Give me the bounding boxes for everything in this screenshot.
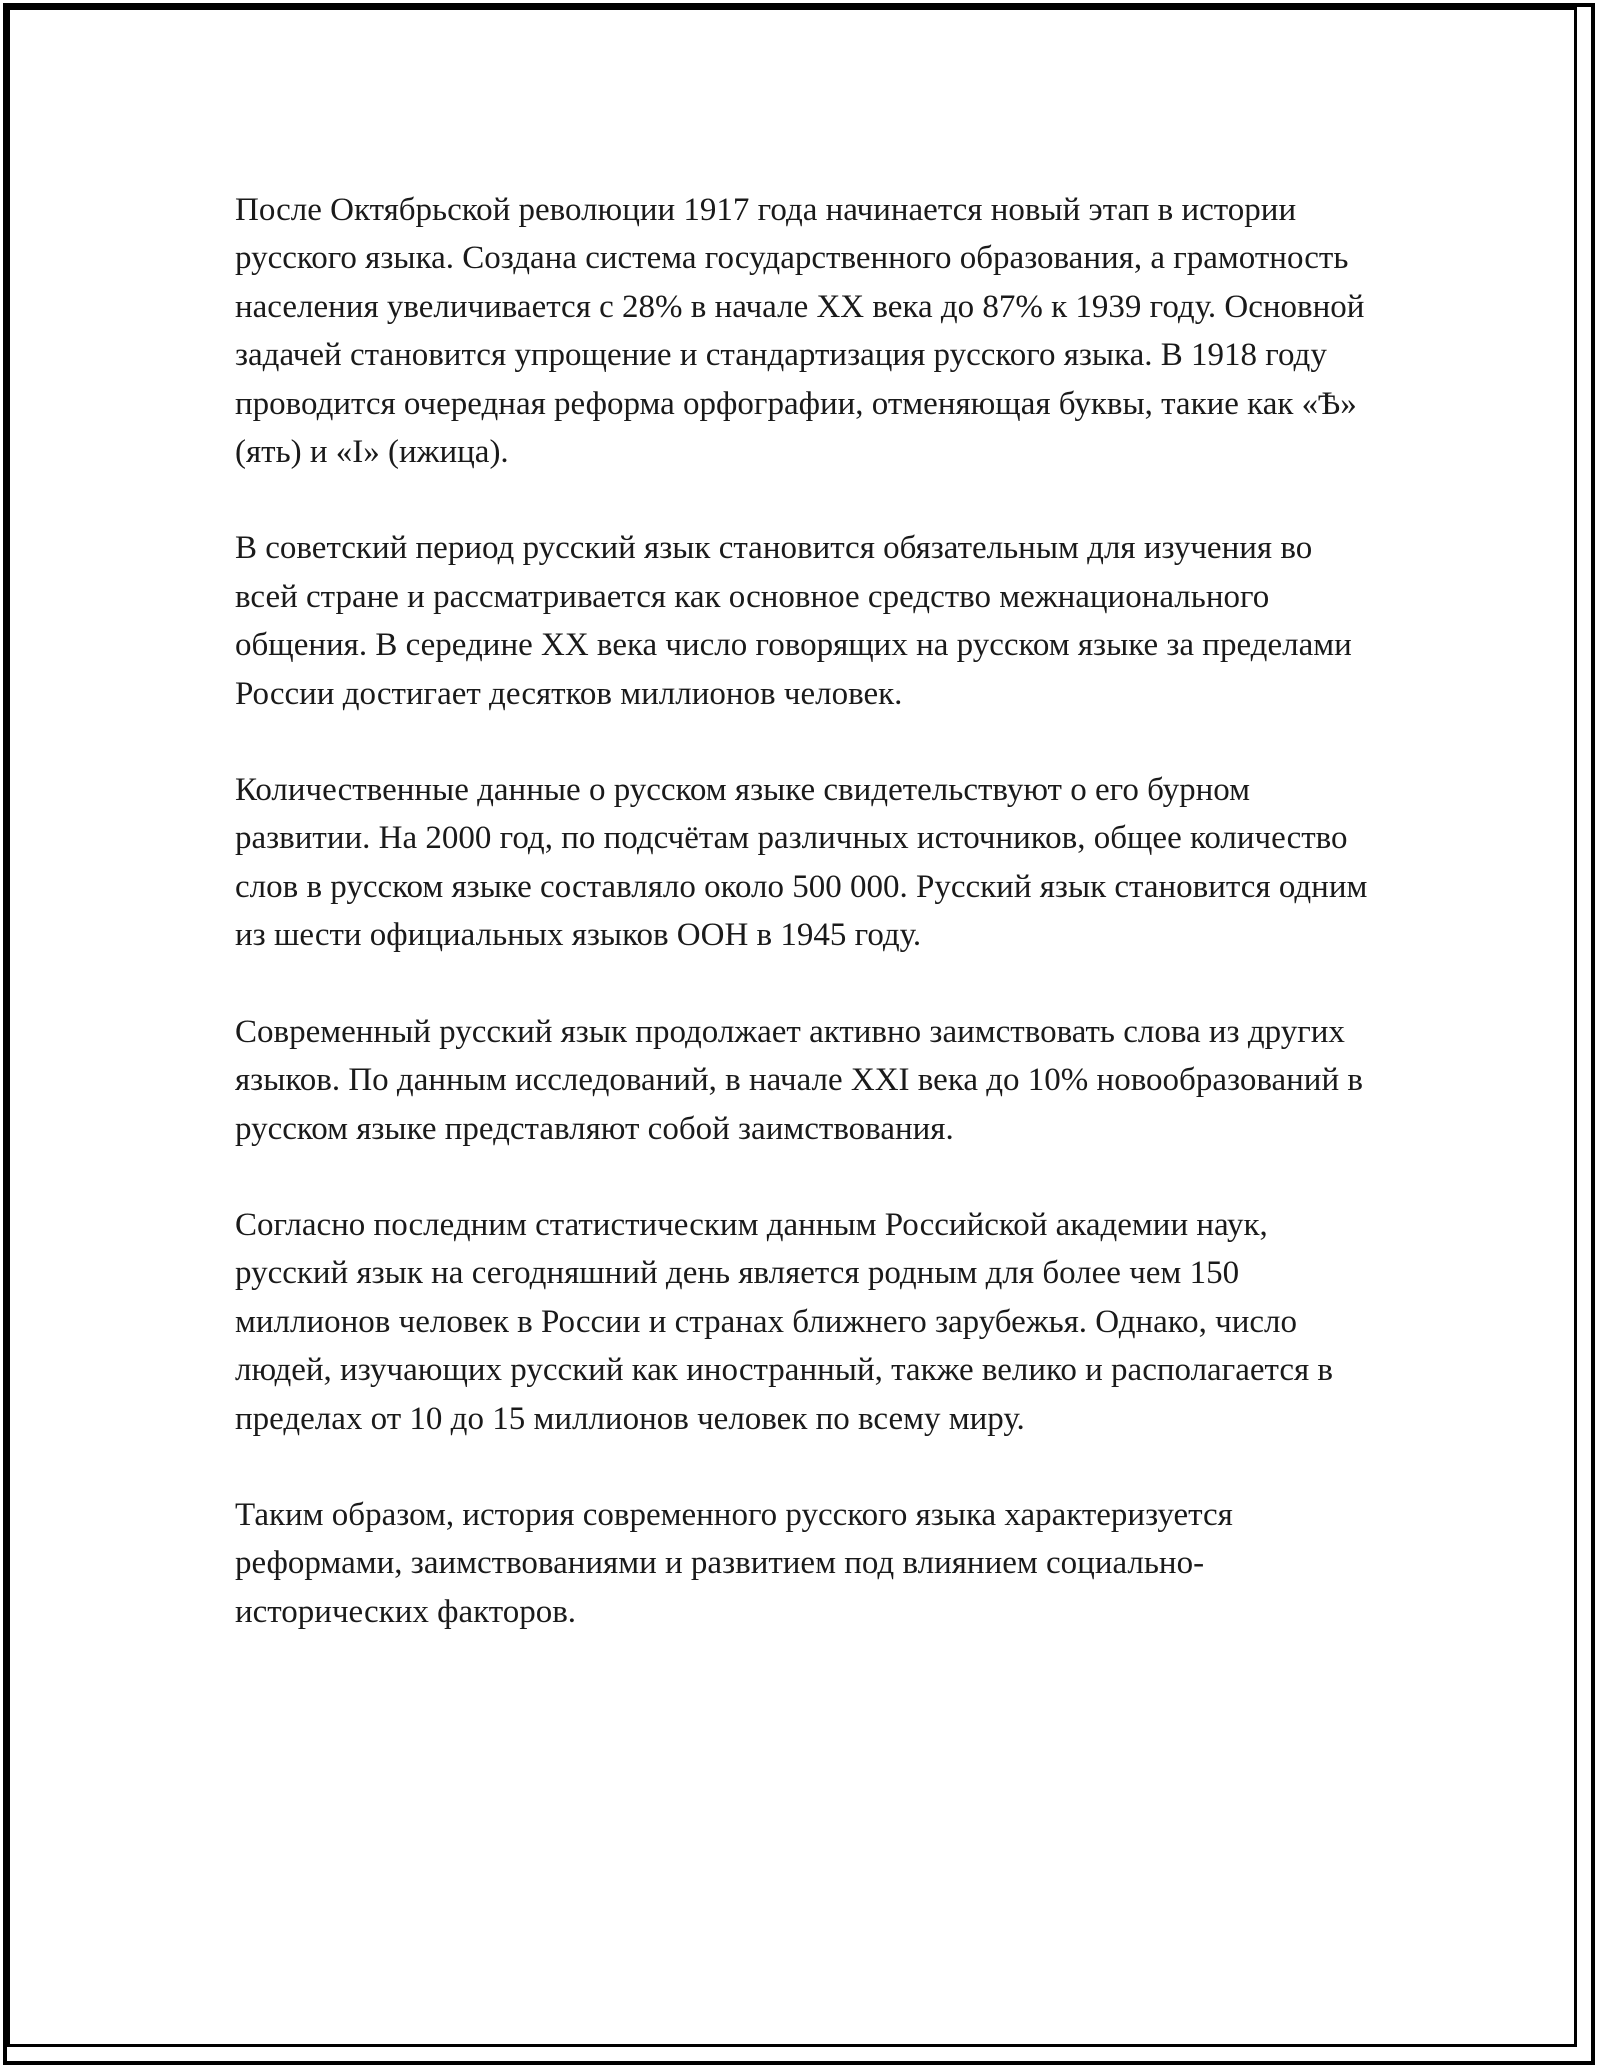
paragraph-statistics: Согласно последним статистическим данным Российской академии наук, русский язык на сегодняшний день является родным для более чем 150 миллионов человек в России и странах ближнего зарубежья. Однако, число людей, изучающих русский как иностранный, также велико и располагается в пределах от 10 до 15 миллионов человек по всему миру. bbox=[235, 1206, 1333, 1437]
paragraph-revolution-reform: После Октябрьской революции 1917 года начинается новый этап в истории русского языка. Создана система государственного образования, а грамотность населения увеличивается с 28% в начале XX века до 87% к 1939 году. Основной задачей становится упрощение и стандартизация русского языка. В 1918 году проводится очередная реформа орфографии, отменяющая буквы, такие как «Ѣ» (ять) и «I» (ижица). bbox=[235, 192, 1365, 471]
paragraph-conclusion: Таким образом, история современного русского языка характеризуется реформами, заимствованиями и развитием под влиянием социально-исторических факторов. bbox=[235, 1496, 1233, 1630]
paragraph-quantitative-data: Количественные данные о русском языке свидетельствуют о его бурном развитии. На 2000 год, по подсчётам различных источников, общее количество слов в русском языке составляло около 500 000. Русский язык становится одним из шести официальных языков ООН в 1945 году. bbox=[235, 772, 1368, 954]
paragraph-borrowings: Современный русский язык продолжает активно заимствовать слова из других языков. По данным исследований, в начале XXI века до 10% новообразований в русском языке представляют собой заимствования. bbox=[235, 1013, 1363, 1147]
document-body bbox=[235, 186, 1375, 1684]
paragraph-soviet-period: В советский период русский язык становится обязательным для изучения во всей стране и рассматривается как основное средство межнационального общения. В середине XX века число говорящих на русском языке за пределами России достигает десятков миллионов человек. bbox=[235, 530, 1352, 712]
